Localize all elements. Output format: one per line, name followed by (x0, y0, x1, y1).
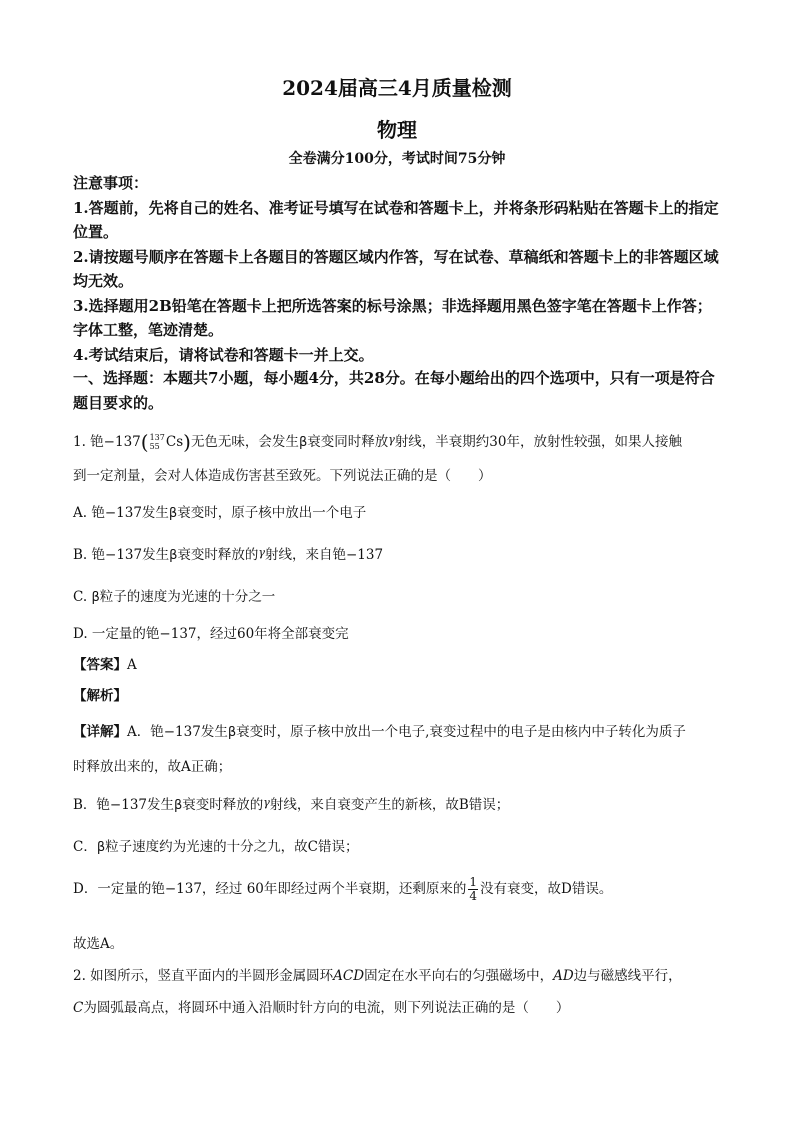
subject-title: 物理 (377, 118, 417, 142)
notice-item-3: 3.选择题用2B铅笔在答题卡上把所选答案的标号涂黑；非选择题用黑色签字笔在答题卡上作答；字体工整，笔迹清楚。 (73, 296, 712, 339)
q1-option-a: A. 铯−137发生β衰变时，原子核中放出一个电子 (73, 505, 367, 521)
q1-detail-a-line2: 时释放出来的，故A正确； (73, 759, 232, 775)
q2-stem-line1: 2. 如图所示，竖直平面内的半圆形金属圆环ACD固定在水平向右的匀强磁场中，AD边与磁感线平行， (73, 968, 682, 984)
answer-tag: 【答案】 (73, 657, 127, 673)
q1-answer (73, 653, 137, 673)
full-mark-info: 全卷满分100分，考试时间75分钟 (288, 151, 506, 167)
answer-value: A (127, 657, 137, 673)
q1-option-b: B. 铯−137发生β衰变时释放的$^\gamma$射线，来自铯−137 (73, 546, 384, 563)
section1-heading: 一、选择题：本题共7小题，每小题4分，共28分。在每小题给出的四个选项中，只有一项是符合题目要求的。 (73, 369, 715, 412)
q1-detail-b: B．铯−137发生β衰变时释放的$^\gamma$射线，来自衰变产生的新核，故B错误； (73, 796, 510, 813)
q1-detail-d: D．一定量的铯−137，经过 60年即经过两个半衰期，还剩原来的 $\frac{1}{4}$ 没有衰变，故D错误。 (73, 875, 613, 903)
q1-stem-line2: 到一定剂量，会对人体造成伤害甚至致死。下列说法正确的是（ ） (73, 468, 492, 484)
exam-title: 2024届高三4月质量检测 (282, 76, 512, 100)
q1-analysis-tag: 【解析】 (73, 688, 127, 704)
q1-detail-c: C．β粒子速度约为光速的十分之九，故C错误； (73, 839, 359, 855)
detail-tag: 【详解】 (73, 724, 127, 740)
q2-stem-line2: C为圆弧最高点，将圆环中通入沿顺时针方向的电流，则下列说法正确的是（ ） (73, 1000, 570, 1016)
q1-conclusion: 故选A。 (73, 936, 124, 952)
q1-stem-line1: 1. 铯 −137 ( 137 55 Cs ) 无色无味，会发生β衰变同时释放$^\gamma$射线，半衰期约30年，放射性较强，如果人接触 (73, 430, 682, 454)
q1-option-c: C. β粒子的速度为光速的十分之一 (73, 589, 276, 605)
notice-heading: 注意事项： (73, 174, 149, 192)
cs137-isotope: −137 ( 137 55 Cs ) (103, 430, 191, 454)
notice-block (73, 171, 723, 367)
notice-item-2: 2.请按题号顺序在答题卡上各题目的答题区域内作答，写在试卷、草稿纸和答题卡上的非答题区域均无效。 (73, 247, 719, 290)
notice-item-1: 1.答题前，先将自己的姓名、准考证号填写在试卷和答题卡上，并将条形码粘贴在答题卡上的指定位置。 (73, 198, 719, 241)
q1-option-d: D. 一定量的铯−137，经过60年将全部衰变完 (73, 626, 349, 642)
q1-detail-a-line1: 【详解】A．铯−137发生β衰变时，原子核中放出一个电子,衰变过程中的电子是由核内中子转化为质子 (73, 724, 686, 740)
notice-item-4: 4.考试结束后，请将试卷和答题卡一并上交。 (73, 345, 374, 364)
fraction-one-quarter: $\frac{1}{4}$ (469, 875, 478, 903)
